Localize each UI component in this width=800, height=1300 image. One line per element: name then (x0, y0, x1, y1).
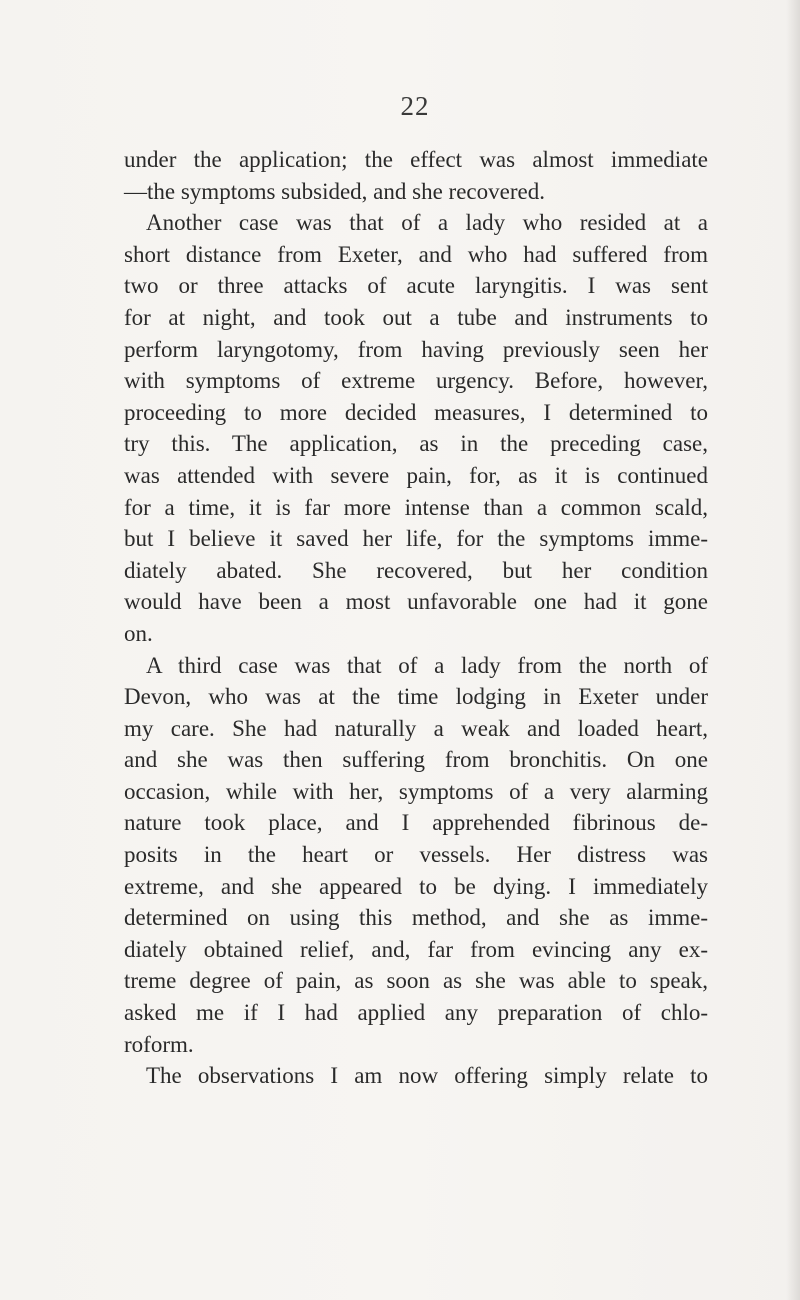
text-line: and she was then suffering from bronchitis. On one (124, 747, 708, 773)
text-line: was attended with severe pain, for, as it is continued (124, 462, 708, 488)
text-line: extreme, and she appeared to be dying. I immediately (124, 873, 708, 899)
text-line: occasion, while with her, symptoms of a very alarming (124, 778, 708, 804)
text-line: would have been a most unfavorable one had it gone (124, 589, 708, 615)
page-number: 22 (400, 91, 430, 121)
text-line: diately abated. She recovered, but her condition (124, 557, 708, 583)
text-line: short distance from Exeter, and who had suffered from (124, 241, 708, 267)
paragraph (124, 1060, 708, 1092)
text-line: posits in the heart or vessels. Her distress was (124, 842, 708, 868)
text-line: for at night, and took out a tube and instruments to (124, 304, 708, 330)
text-line: diately obtained relief, and, far from evincing any ex- (124, 936, 708, 962)
text-line: two or three attacks of acute laryngitis. I was sent (124, 273, 708, 299)
text-line: asked me if I had applied any preparation of chlo- (124, 1000, 708, 1026)
paragraph (124, 650, 708, 1061)
text-line: but I believe it saved her life, for the symptoms imme- (124, 526, 708, 552)
text-line: proceeding to more decided measures, I determined to (124, 399, 708, 425)
text-line: Devon, who was at the time lodging in Exeter under (124, 684, 708, 710)
text-line: my care. She had naturally a weak and loaded heart, (124, 715, 708, 741)
text-line: for a time, it is far more intense than a common scald, (124, 494, 708, 520)
text-line: try this. The application, as in the preceding case, (124, 431, 708, 457)
paragraph (124, 144, 708, 207)
text-line: nature took place, and I apprehended fibrinous de- (124, 810, 708, 836)
page-edge-shadow (786, 0, 800, 1300)
paragraph (124, 207, 708, 649)
text-line: perform laryngotomy, from having previously seen her (124, 336, 708, 362)
text-line: on. (124, 620, 153, 646)
text-line: under the application; the effect was almost immediate (124, 147, 708, 172)
text-line: —the symptoms subsided, and she recovered. (124, 178, 545, 204)
body-text (124, 144, 708, 1092)
text-line: The observations I am now offering simply relate to (146, 1063, 708, 1089)
text-line: Another case was that of a lady who resided at a (146, 210, 708, 236)
text-line: A third case was that of a lady from the north of (146, 652, 708, 678)
text-line: roform. (124, 1031, 194, 1057)
text-line: treme degree of pain, as soon as she was able to speak, (124, 968, 708, 994)
text-line: with symptoms of extreme urgency. Before, however, (124, 368, 708, 394)
text-line: determined on using this method, and she as imme- (124, 905, 708, 931)
